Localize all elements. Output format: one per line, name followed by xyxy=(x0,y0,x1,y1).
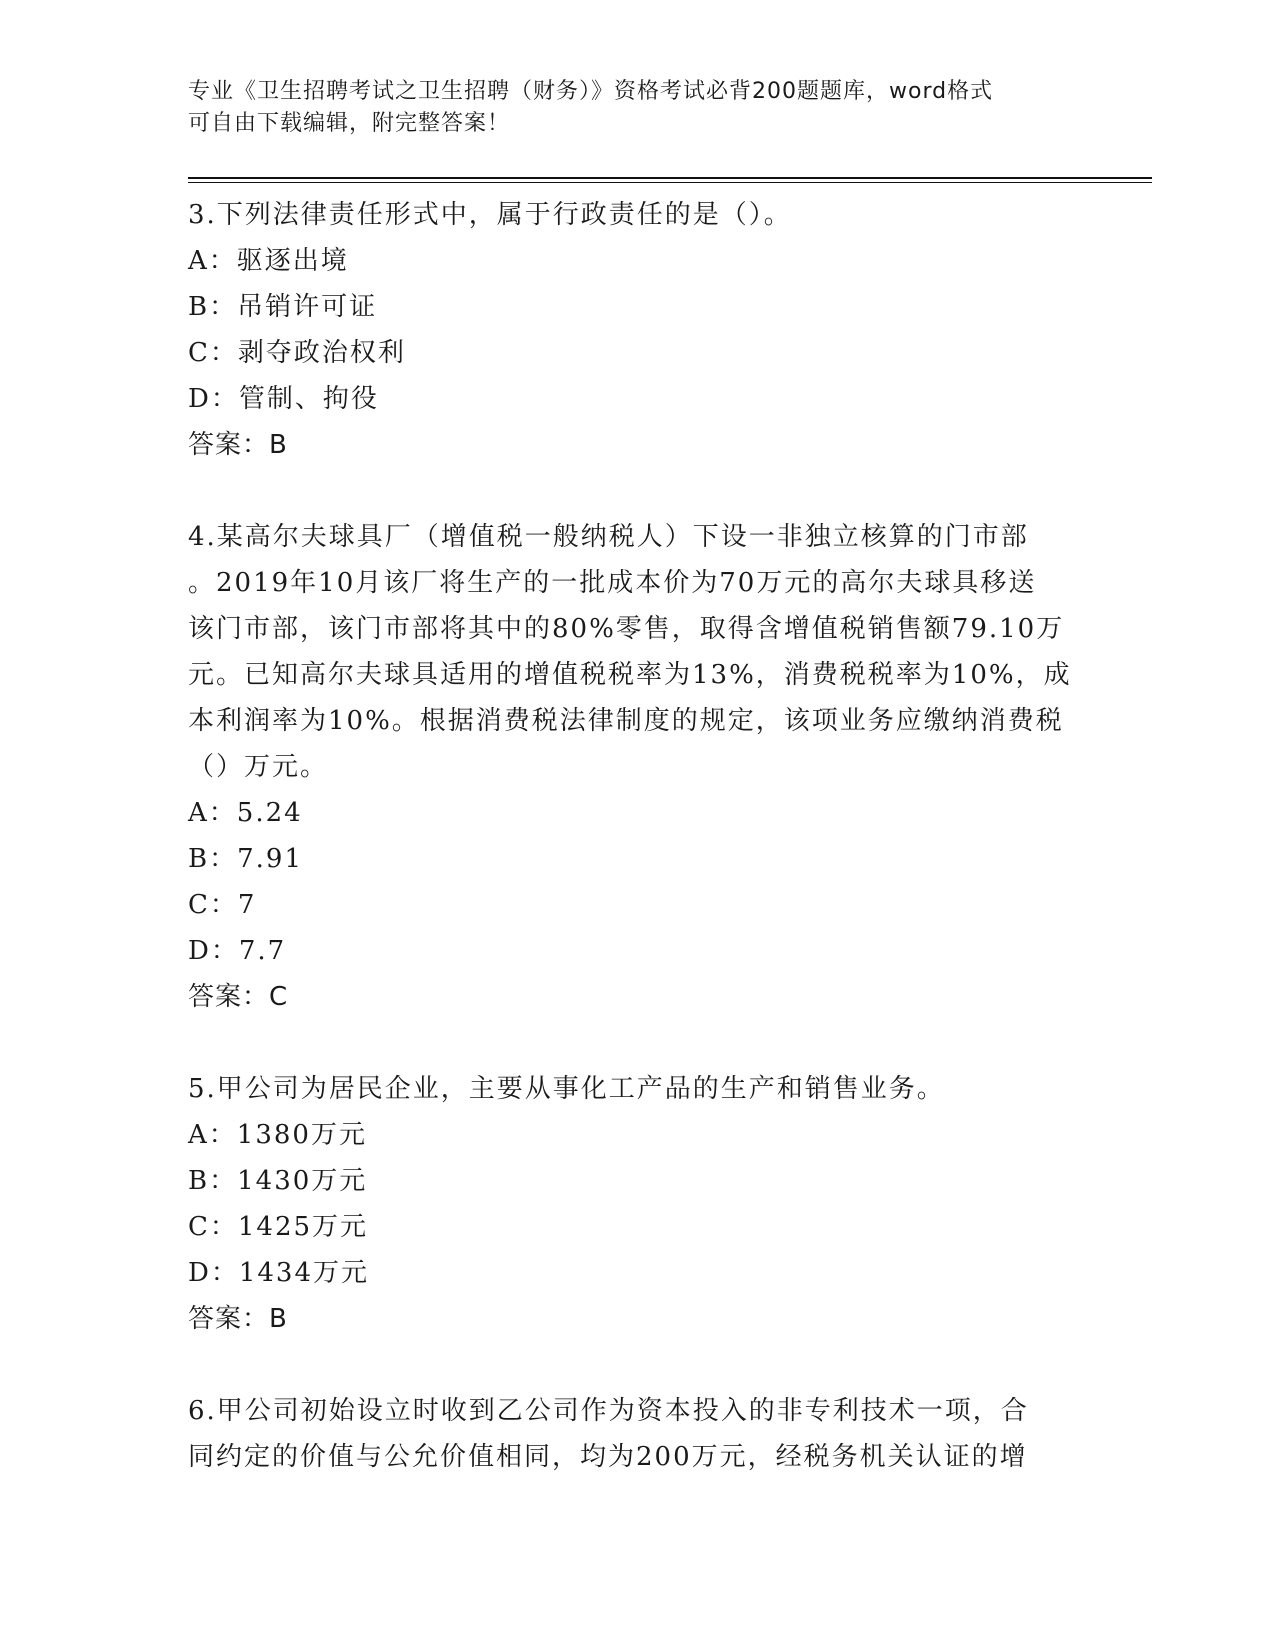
option-d: D：管制、拘役 xyxy=(188,384,379,414)
question-text: 同约定的价值与公允价值相同，均为200万元，经税务机关认证的增 xyxy=(188,1442,1028,1472)
question-text: 3.下列法律责任形式中，属于行政责任的是（）。 xyxy=(188,200,792,230)
document-header xyxy=(188,76,1068,140)
option-a: A：驱逐出境 xyxy=(188,246,349,276)
question-text: 。2019年10月该厂将生产的一批成本价为70万元的高尔夫球具移送 xyxy=(188,568,1037,598)
question-6 xyxy=(188,1388,1088,1480)
question-5 xyxy=(188,1066,1088,1342)
option-c: C：7 xyxy=(188,890,257,920)
question-list xyxy=(188,192,1088,1480)
option-a: A：5.24 xyxy=(188,798,303,828)
option-b: B：吊销许可证 xyxy=(188,292,378,322)
question-text: 该门市部，该门市部将其中的80%零售，取得含增值税销售额79.10万 xyxy=(188,614,1065,644)
answer-line: 答案：B xyxy=(188,430,288,460)
question-text: （）万元。 xyxy=(188,752,329,782)
question-text: 6.甲公司初始设立时收到乙公司作为资本投入的非专利技术一项，合 xyxy=(188,1396,1029,1426)
option-c: C：剥夺政治权利 xyxy=(188,338,406,368)
question-text: 5.甲公司为居民企业，主要从事化工产品的生产和销售业务。 xyxy=(188,1074,945,1104)
option-b: B：1430万元 xyxy=(188,1166,368,1196)
option-a: A：1380万元 xyxy=(188,1120,367,1150)
header-line-2: 可自由下载编辑，附完整答案！ xyxy=(188,111,511,136)
option-b: B：7.91 xyxy=(188,844,303,874)
option-d: D：1434万元 xyxy=(188,1258,370,1288)
option-d: D：7.7 xyxy=(188,936,287,966)
header-divider-thick xyxy=(188,177,1152,179)
question-3 xyxy=(188,192,1088,468)
question-text: 4.某高尔夫球具厂（增值税一般纳税人）下设一非独立核算的门市部 xyxy=(188,522,1029,552)
question-text: 元。已知高尔夫球具适用的增值税税率为13%，消费税税率为10%，成 xyxy=(188,660,1072,690)
answer-line: 答案：C xyxy=(188,982,289,1012)
header-divider-thin xyxy=(188,182,1152,183)
option-c: C：1425万元 xyxy=(188,1212,369,1242)
question-gap xyxy=(188,1020,1088,1066)
question-gap xyxy=(188,468,1088,514)
question-gap xyxy=(188,1342,1088,1388)
header-line-1: 专业《卫生招聘考试之卫生招聘（财务）》资格考试必背200题题库，word格式 xyxy=(188,79,994,104)
question-4 xyxy=(188,514,1088,1020)
answer-line: 答案：B xyxy=(188,1304,288,1334)
question-text: 本利润率为10%。根据消费税法律制度的规定，该项业务应缴纳消费税 xyxy=(188,706,1064,736)
